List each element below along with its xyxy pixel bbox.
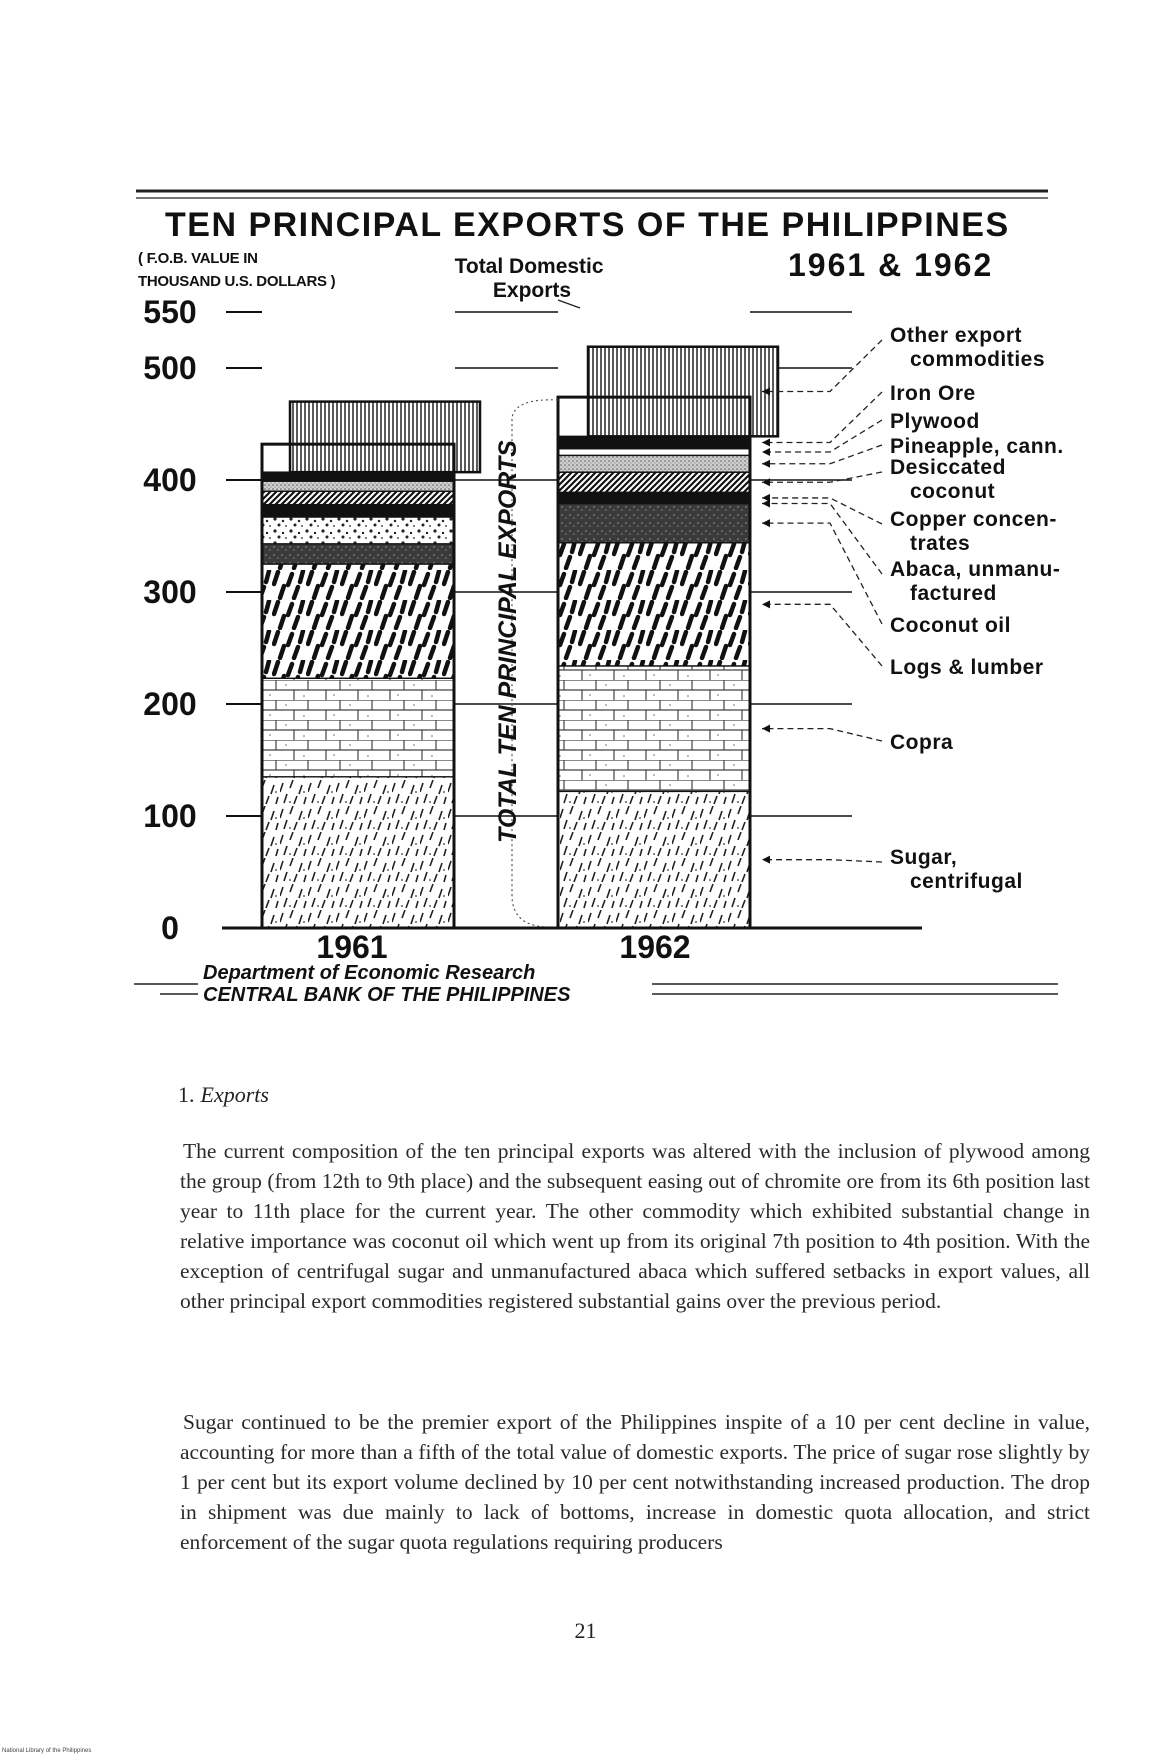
legend-line: Pineapple, cann. xyxy=(890,435,1064,458)
bar-1961-pineapple-cann xyxy=(262,481,454,491)
legend-line: centrifugal xyxy=(910,870,1023,893)
total-domestic-line-1: Total Domestic xyxy=(454,255,604,278)
chart-title: TEN PRINCIPAL EXPORTS OF THE PHILIPPINES xyxy=(165,206,1010,244)
category-label-1962: 1962 xyxy=(619,929,691,965)
legend-pointer xyxy=(762,604,882,666)
chart-years: 1961 & 1962 xyxy=(788,247,994,283)
legend-line: Sugar, xyxy=(890,846,958,869)
y-tick-label: 0 xyxy=(161,910,179,946)
legend-arrowhead xyxy=(762,856,770,864)
bar-1961-desiccated-coconut xyxy=(262,491,454,504)
total-domestic-label xyxy=(455,255,610,302)
bar-1961-iron-ore xyxy=(262,472,454,481)
legend-arrowhead xyxy=(762,438,770,446)
bar-1961-copper-concentrates xyxy=(262,505,454,517)
legend-line: Logs & lumber xyxy=(890,656,1044,679)
bar-1961-abaca-unmanufactured xyxy=(262,517,454,544)
legend-iron-ore xyxy=(890,382,976,405)
bar-1962-sugar-centrifugal xyxy=(558,791,750,928)
bar-1962-coconut-oil xyxy=(558,504,750,543)
legend-arrowhead xyxy=(762,448,770,456)
legend-pointer xyxy=(762,420,882,452)
bar-1961-sugar-centrifugal xyxy=(262,777,454,928)
legend-pointer xyxy=(762,392,882,442)
bar-1962-desiccated-coconut xyxy=(558,472,750,492)
page-number: 21 xyxy=(574,1618,597,1643)
source-line-2: CENTRAL BANK OF THE PHILIPPINES xyxy=(203,984,571,1006)
bar-1961-coconut-oil xyxy=(262,544,454,564)
legend-arrowhead xyxy=(762,519,770,527)
legend-line: Desiccated xyxy=(890,456,1006,479)
bar-1962-plywood xyxy=(558,449,750,456)
y-tick-label: 100 xyxy=(143,798,197,834)
legend-line: trates xyxy=(910,532,971,555)
bar-1961-copra xyxy=(262,678,454,777)
legend-arrowhead xyxy=(762,460,770,468)
footer-note: National Library of the Philippines xyxy=(2,1748,92,1754)
y-tick-label: 300 xyxy=(143,574,197,610)
total-domestic-line-2: Exports xyxy=(492,279,572,302)
source-line-1: Department of Economic Research xyxy=(203,962,536,984)
y-tick-label: 500 xyxy=(143,350,197,386)
y-tick-label: 200 xyxy=(143,686,197,722)
legend-line: Coconut oil xyxy=(890,614,1011,637)
total-ten-label: TOTAL TEN PRINCIPAL EXPORTS xyxy=(494,440,522,843)
units-label xyxy=(138,250,336,290)
bar-1962-logs-lumber xyxy=(558,543,750,666)
legend-pointer xyxy=(762,523,882,624)
legend-sugar-centrifugal xyxy=(890,846,1023,893)
legend-pointer xyxy=(762,504,882,574)
paragraph-1: The current composition of the ten principal exports was altered with the inclusion of plywood among the group (from 12th to 9th place) and the subsequent easing out of chromite ore from its 6th position last year to 11th place for the current year. The other commodity which exhibited substantial change in relative importance was coconut oil which went up from its original 7th position to 4th position. With the exception of centrifugal sugar and unmanufactured abaca which suffered setbacks in export values, all other principal export commodities registered substantial gains over the previous period. xyxy=(180,1139,1090,1313)
legend-line: commodities xyxy=(910,348,1046,371)
legend-arrowhead xyxy=(762,494,770,502)
legend-coconut-oil xyxy=(890,614,1011,637)
section-title: Exports xyxy=(200,1082,269,1107)
legend-line: coconut xyxy=(910,480,996,503)
legend-pointer xyxy=(762,340,882,392)
legend-plywood xyxy=(890,410,980,433)
bar-1961-logs-lumber xyxy=(262,564,454,678)
legend-line: Copra xyxy=(890,731,954,754)
legend-copra xyxy=(890,731,953,754)
legend-abaca-unmanufactured xyxy=(890,558,1060,605)
section-heading xyxy=(178,1082,269,1108)
units-label-line-1: ( F.O.B. VALUE IN xyxy=(138,250,258,267)
legend-arrowhead xyxy=(762,725,770,733)
bar-1961-other-export-commodities xyxy=(290,402,480,473)
units-label-line-2: THOUSAND U.S. DOLLARS ) xyxy=(138,273,336,290)
legend xyxy=(762,324,1064,893)
legend-pointer xyxy=(762,498,882,524)
legend-line: factured xyxy=(910,582,997,605)
y-tick-label: 550 xyxy=(143,294,197,330)
paragraph-2: Sugar continued to be the premier export of the Philippines inspite of a 10 per cent decline in value, accounting for more than a fifth of the total value of domestic exports. The price of sugar rose slightly by 1 per cent but its export volume declined by 10 per cent notwithstanding increased production. The drop in shipment was due mainly to lack of bottoms, increase in domestic quota allocation, and strict enforcement of the sugar quota regulations requiring producers xyxy=(180,1410,1090,1554)
y-tick-label: 400 xyxy=(143,462,197,498)
section-number: 1. xyxy=(178,1082,195,1107)
legend-pointer xyxy=(762,860,882,862)
bar-1962-copra xyxy=(558,666,750,791)
legend-pointer xyxy=(762,445,882,464)
legend-line: Plywood xyxy=(890,410,980,433)
legend-line: Abaca, unmanu- xyxy=(890,558,1061,581)
legend-pointer xyxy=(762,729,882,741)
legend-line: Copper concen- xyxy=(890,508,1057,531)
legend-desiccated-coconut xyxy=(890,456,1006,503)
legend-line: Other export xyxy=(890,324,1023,347)
legend-logs-lumber xyxy=(890,656,1044,679)
bar-1962-pineapple-cann xyxy=(558,455,750,472)
legend-other-export-commodities xyxy=(890,324,1045,371)
legend-line: Iron Ore xyxy=(890,382,976,405)
category-label-1961: 1961 xyxy=(316,929,388,965)
bar-1962-copper-concentrates xyxy=(558,492,750,503)
legend-copper-concentrates xyxy=(890,508,1057,555)
legend-arrowhead xyxy=(762,600,770,608)
legend-pineapple-cann xyxy=(890,435,1064,458)
bar-1962-iron-ore xyxy=(558,436,750,448)
